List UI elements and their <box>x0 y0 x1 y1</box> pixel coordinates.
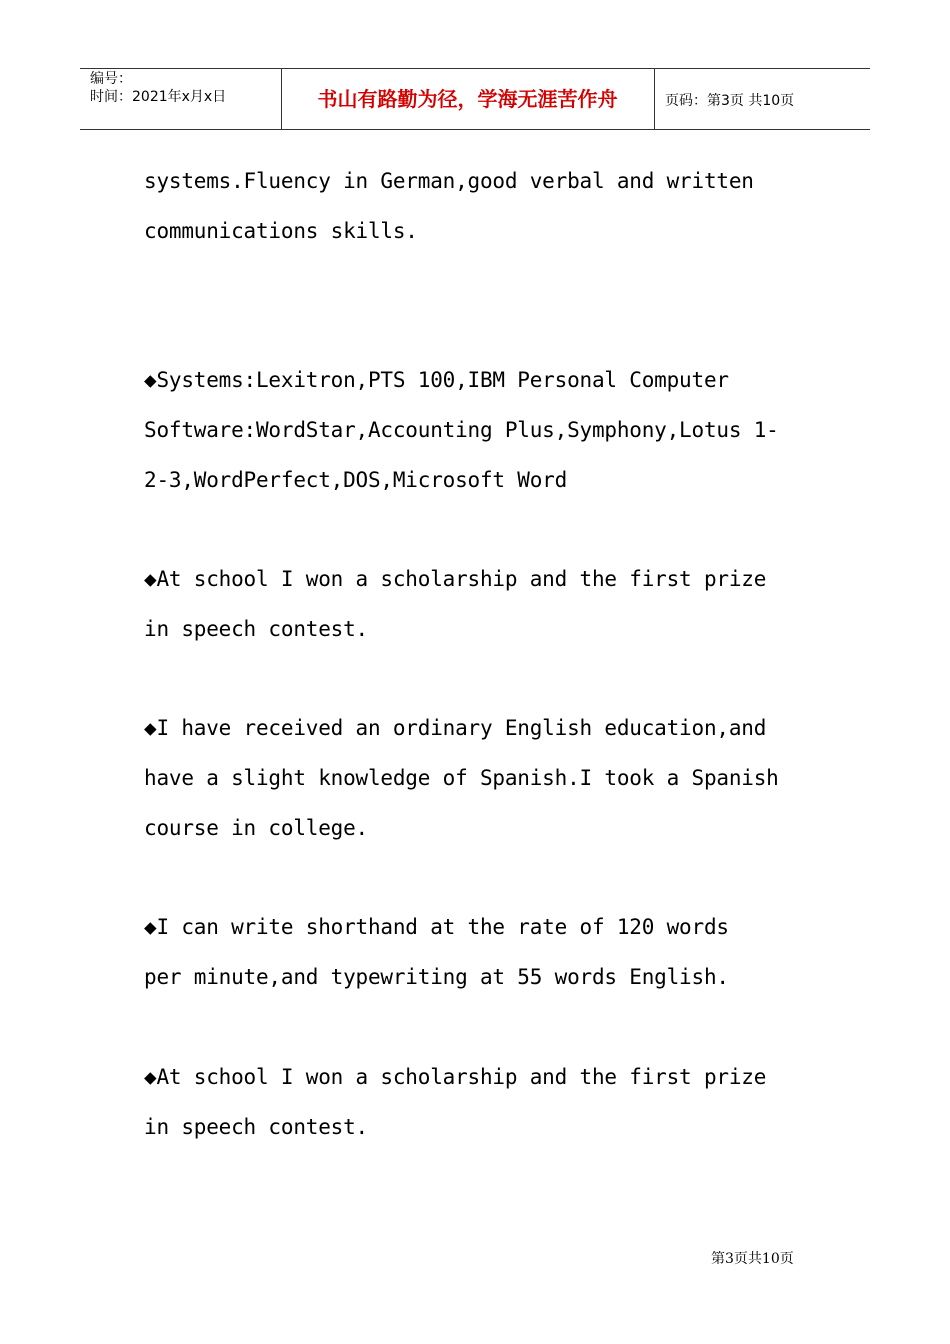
header-meta-cell <box>80 69 282 129</box>
text-line: 2-3,WordPerfect,DOS,Microsoft Word <box>144 468 568 492</box>
paragraph-2 <box>144 355 804 505</box>
paragraph-1 <box>144 156 804 256</box>
header-motto-cell <box>281 69 655 129</box>
text-line: per minute,and typewriting at 55 words English. <box>144 965 729 989</box>
text-line: systems.Fluency in German,good verbal and written <box>144 169 754 193</box>
text-line: ◆At school I won a scholarship and the first prize <box>144 567 767 591</box>
serial-label: 编号： <box>90 71 132 87</box>
motto: 书山有路勤为径，学海无涯苦作舟 <box>317 87 618 111</box>
time-line: 时间：2021年x月x日 <box>90 89 227 105</box>
text-line: ◆I can write shorthand at the rate of 120 words <box>144 915 729 939</box>
text-line: Software:WordStar,Accounting Plus,Symphony,Lotus 1- <box>144 418 779 442</box>
text-line: have a slight knowledge of Spanish.I took a Spanish <box>144 766 779 790</box>
paragraph-3 <box>144 554 804 654</box>
paragraph-6 <box>144 1052 804 1152</box>
paragraph-4 <box>144 703 804 853</box>
header-page-cell <box>655 69 870 129</box>
text-line: ◆I have received an ordinary English education,and <box>144 716 767 740</box>
header-page-info: 页码：第3页 共10页 <box>665 93 795 109</box>
document-header <box>80 68 870 130</box>
footer-page-info: 第3页共10页 <box>711 1251 794 1267</box>
text-line: ◆At school I won a scholarship and the first prize <box>144 1065 767 1089</box>
text-line: in speech contest. <box>144 617 368 641</box>
paragraph-5 <box>144 902 804 1002</box>
text-line: ◆Systems:Lexitron,PTS 100,IBM Personal Computer <box>144 368 729 392</box>
text-line: communications skills. <box>144 219 418 243</box>
text-line: course in college. <box>144 816 368 840</box>
text-line: in speech contest. <box>144 1115 368 1139</box>
